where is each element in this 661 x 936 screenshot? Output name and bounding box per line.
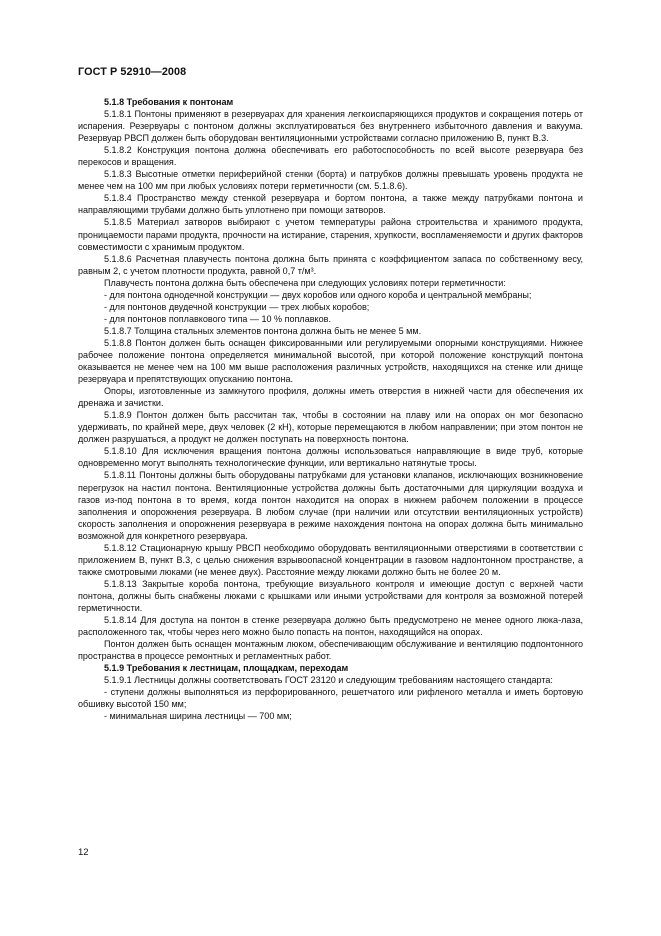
paragraph: Понтон должен быть оснащен монтажным люком, обеспечивающим обслуживание и вентиляцию подпонтонного пространства в процессе ремонтных и регламентных работ. (78, 639, 583, 662)
paragraph: 5.1.8.3 Высотные отметки периферийной стенки (борта) и патрубков должны превышать уровень продукта не менее чем на 100 мм при любых условиях потери герметичности (см. 5.1.8.6). (78, 169, 583, 192)
list-item: - ступени должны выполняться из перфорированного, решетчатого или рифленого металла и иметь бортовую обшивку высотой 150 мм; (78, 687, 583, 710)
paragraph: 5.1.8.2 Конструкция понтона должна обеспечивать его работоспособность по всей высоте резервуара без перекосов и вращения. (78, 145, 583, 168)
paragraph: 5.1.8.8 Понтон должен быть оснащен фиксированными или регулируемыми опорными конструкциями. Нижнее рабочее положение понтона определяется минимальной высотой, при которой положение конструкций понтона оказывается не менее чем на 100 мм выше расположения различных устройств, находящихся на стенке или днище резервуара и препятствующих опусканию понтона. (78, 337, 583, 385)
paragraph: Плавучесть понтона должна быть обеспечена при следующих условиях потери герметичности: (104, 277, 506, 288)
paragraph: 5.1.8.1 Понтоны применяют в резервуарах для хранения легкоиспаряющихся продуктов и сокращения потерь от испарения. Резервуары с понтоном должны эксплуатироваться без внутреннего избыточного давления и вакуума. Резервуар РВСП должен быть оборудован вентиляционными устройствами согласно приложению В, пункт В.3. (78, 109, 583, 144)
paragraph: 5.1.8.6 Расчетная плавучесть понтона должна быть принята с коэффициентом запаса по собственному весу, равным 2, с учетом плотности продукта, равной 0,7 т/м³. (78, 253, 583, 276)
paragraph: 5.1.8.9 Понтон должен быть рассчитан так, чтобы в состоянии на плаву или на опорах он мог безопасно удерживать, по крайней мере, двух человек (2 кН), которые перемещаются в любом направлении; при этом понтон не должен разрушаться, а продукт не должен поступать на поверхность понтона. (78, 410, 583, 445)
paragraph: 5.1.8.12 Стационарную крышу РВСП необходимо оборудовать вентиляционными отверстиями в соответствии с приложением В, пункт В.3, с целью снижения взрывоопасной концентрации в газовом надпонтонном пространстве, а также смотровыми люками (не менее двух). Расстояние между люками должно быть не более 20 м. (78, 542, 583, 577)
paragraph: 5.1.9.1 Лестницы должны соответствовать ГОСТ 23120 и следующим требованиям настоящего стандарта: (104, 675, 553, 686)
standard-header: ГОСТ Р 52910—2008 (78, 66, 187, 78)
paragraph: Опоры, изготовленные из замкнутого профиля, должны иметь отверстия в нижней части для обеспечения их дренажа и зачистки. (78, 386, 583, 409)
page-number: 12 (78, 847, 89, 858)
list-item: - для понтонов поплавкового типа — 10 % поплавков. (104, 313, 331, 324)
paragraph: 5.1.8.5 Материал затворов выбирают с учетом температуры района строительства и хранимого продукта, проницаемости парами продукта, прочности на истирание, старения, хрупкости, воспламеняемости и других факторов совместимости с хранимым продуктом. (78, 217, 583, 252)
paragraph: 5.1.8.7 Толщина стальных элементов понтона должна быть не менее 5 мм. (104, 325, 422, 336)
section-heading: 5.1.9 Требования к лестницам, площадкам, переходам (104, 663, 349, 674)
paragraph: 5.1.8.4 Пространство между стенкой резервуара и бортом понтона, а также между патрубками понтона и направляющими трубами должно быть уплотнено при помощи затворов. (78, 193, 583, 216)
section-heading: 5.1.8 Требования к понтонам (104, 97, 234, 107)
paragraph: 5.1.8.11 Понтоны должны быть оборудованы патрубками для установки клапанов, исключающих возникновение перегрузок на настил понтона. Вентиляционные устройства должны быть достаточными для циркуляции воздуха и газов из-под понтона в то время, когда понтон находится на опорах в нижнем рабочем положении в процессе заполнения и опорожнения резервуара. В любом случае (при наличии или отсутствии вентиляционных устройств) скорость заполнения и опорожнения резервуара в режиме нахождения понтона на опорах должна быть минимально возможной для конкретного резервуара. (78, 470, 583, 541)
paragraph: 5.1.8.10 Для исключения вращения понтона должны использоваться направляющие в виде труб, которые одновременно могут выполнять технологические функции, или вертикально натянутые тросы. (78, 446, 583, 469)
paragraph: 5.1.8.13 Закрытые короба понтона, требующие визуального контроля и имеющие доступ с верхней части понтона, должны быть снабжены люками с крышками или иными устройствами для контроля за возможной потерей герметичности. (78, 578, 583, 613)
document-body (78, 96, 583, 722)
list-item: - минимальная ширина лестницы — 700 мм; (104, 711, 292, 722)
list-item: - для понтона однодечной конструкции — двух коробов или одного короба и центральной мембраны; (104, 289, 532, 300)
paragraph: 5.1.8.14 Для доступа на понтон в стенке резервуара должно быть предусмотрено не менее одного люка-лаза, расположенного так, чтобы через него можно было попасть на понтон, находящийся на опорах. (78, 615, 583, 638)
list-item: - для понтонов двудечной конструкции — трех любых коробов; (104, 301, 370, 312)
